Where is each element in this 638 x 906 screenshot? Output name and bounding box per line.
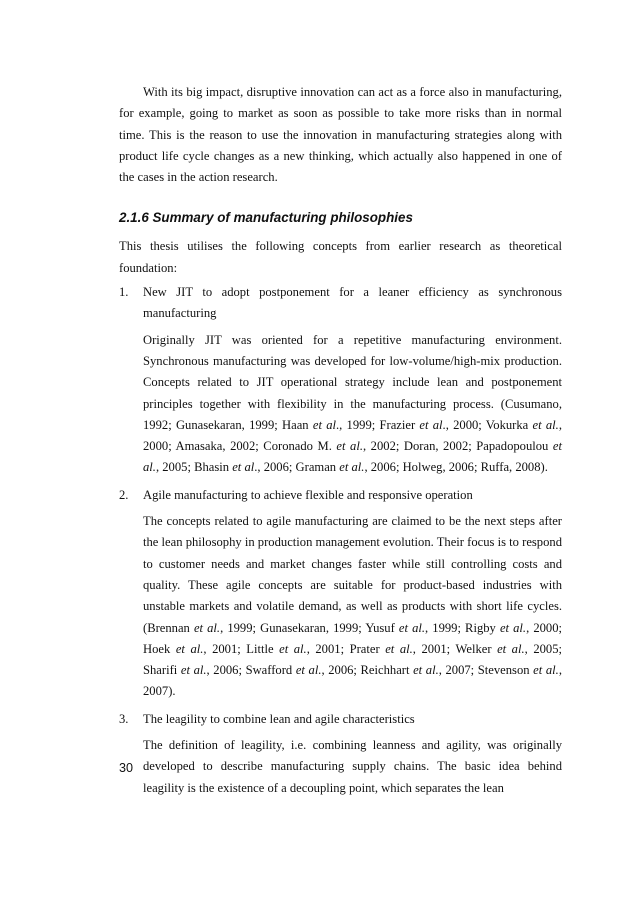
citation-et-al: et al. bbox=[193, 620, 221, 635]
concept-list bbox=[119, 282, 562, 802]
description-text: , 2000; Amasaka, 2002; Coronado M. bbox=[143, 417, 562, 454]
list-item bbox=[119, 709, 562, 802]
citation-et-al: et al. bbox=[497, 641, 525, 656]
list-item-number: 3. bbox=[119, 711, 129, 726]
list-item-description bbox=[143, 330, 562, 479]
description-text: ., 2006; Graman bbox=[254, 460, 340, 475]
description-text: ., 1999; Frazier bbox=[336, 417, 420, 432]
description-text: , 2001; Prater bbox=[306, 641, 386, 656]
citation-et-al: et al. bbox=[175, 641, 204, 656]
description-text: , 2001; Welker bbox=[412, 641, 498, 656]
description-text: ., 2000; Vokurka bbox=[442, 417, 533, 432]
citation-et-al: et al. bbox=[143, 439, 562, 475]
description-text: The concepts related to agile manufacturing are claimed to be the next steps after the lean philosophy in production management evolution. Their focus is to respond to customer needs and market changes faster while still controlling costs and quality. These agile concepts are suitable for product-based industries with unstable markets and volatile demand, as well as products with short life cycles. (Brennan bbox=[143, 514, 562, 635]
citation-et-al: et al. bbox=[279, 641, 307, 656]
description-text: , 2007). bbox=[143, 663, 562, 699]
citation-et-al: et al bbox=[232, 460, 255, 475]
description-text: , 1999; Rigby bbox=[425, 620, 500, 635]
description-text: , 2007; Stevenson bbox=[438, 663, 534, 678]
page-number: 30 bbox=[119, 761, 134, 775]
description-text: , 2001; Little bbox=[203, 641, 280, 656]
description-text: , 2006; Swafford bbox=[206, 663, 296, 678]
document-page bbox=[119, 82, 562, 802]
citation-et-al: et al bbox=[312, 417, 336, 432]
description-text: , 2006; Reichhart bbox=[321, 663, 414, 678]
section-intro: This thesis utilises the following concepts from earlier research as theoretical foundation: bbox=[119, 239, 562, 275]
citation-et-al: et al. bbox=[339, 460, 365, 475]
citation-et-al: et al. bbox=[499, 620, 527, 635]
description-text: Originally JIT was oriented for a repetitive manufacturing environment. Synchronous manufacturing was developed for low-volume/high-mix production. Concepts related to JIT operational strategy include lean and postponement principles together with flexibility in the manufacturing process. (Cusumano, 1992; Gunasekaran, 1999; Haan bbox=[143, 332, 562, 432]
list-item-body bbox=[143, 282, 562, 482]
list-item-title: Agile manufacturing to achieve flexible and responsive operation bbox=[143, 487, 473, 502]
list-item-description bbox=[143, 511, 562, 703]
citation-et-al: et al. bbox=[398, 620, 426, 635]
list-item-title: The leagility to combine lean and agile characteristics bbox=[143, 711, 415, 726]
list-item-title: New JIT to adopt postponement for a leaner efficiency as synchronous manufacturing bbox=[143, 285, 562, 321]
citation-et-al: et al. bbox=[532, 417, 559, 432]
list-item bbox=[119, 485, 562, 706]
description-text: The definition of leagility, i.e. combining leanness and agility, was originally developed to describe manufacturing supply chains. The basic idea behind leagility is the existence of a decoupling point, which separates the lean bbox=[143, 738, 562, 795]
citation-et-al: et al. bbox=[180, 663, 207, 678]
citation-et-al: et al. bbox=[336, 439, 363, 454]
citation-et-al: et al bbox=[419, 417, 443, 432]
description-text: , 1999; Gunasekaran, 1999; Yusuf bbox=[220, 620, 399, 635]
intro-paragraph: With its big impact, disruptive innovation can act as a force also in manufacturing, for example, going to market as soon as possible to take more risks than in normal time. This is the reason to use the innovation in manufacturing strategies along with product life cycle changes as a new thinking, which actually also happened in one of the cases in the action research. bbox=[119, 85, 562, 185]
list-item-description bbox=[143, 735, 562, 799]
description-text: , 2002; Doran, 2002; Papadopoulou bbox=[362, 439, 553, 454]
list-item bbox=[119, 282, 562, 482]
description-text: , 2000; Hoek bbox=[143, 620, 563, 656]
citation-et-al: et al. bbox=[385, 641, 413, 656]
description-text: , 2006; Holweg, 2006; Ruffa, 2008). bbox=[364, 460, 548, 475]
citation-et-al: et al. bbox=[533, 663, 559, 678]
description-text: , 2005; Sharifi bbox=[143, 641, 563, 678]
citation-et-al: et al. bbox=[413, 663, 439, 678]
list-item-body bbox=[143, 485, 562, 706]
citation-et-al: et al. bbox=[295, 663, 322, 678]
list-item-number: 2. bbox=[119, 487, 129, 502]
list-item-body bbox=[143, 709, 562, 802]
description-text: , 2005; Bhasin bbox=[155, 460, 233, 475]
section-heading: 2.1.6 Summary of manufacturing philosophies bbox=[119, 210, 413, 226]
list-item-number: 1. bbox=[119, 285, 129, 300]
